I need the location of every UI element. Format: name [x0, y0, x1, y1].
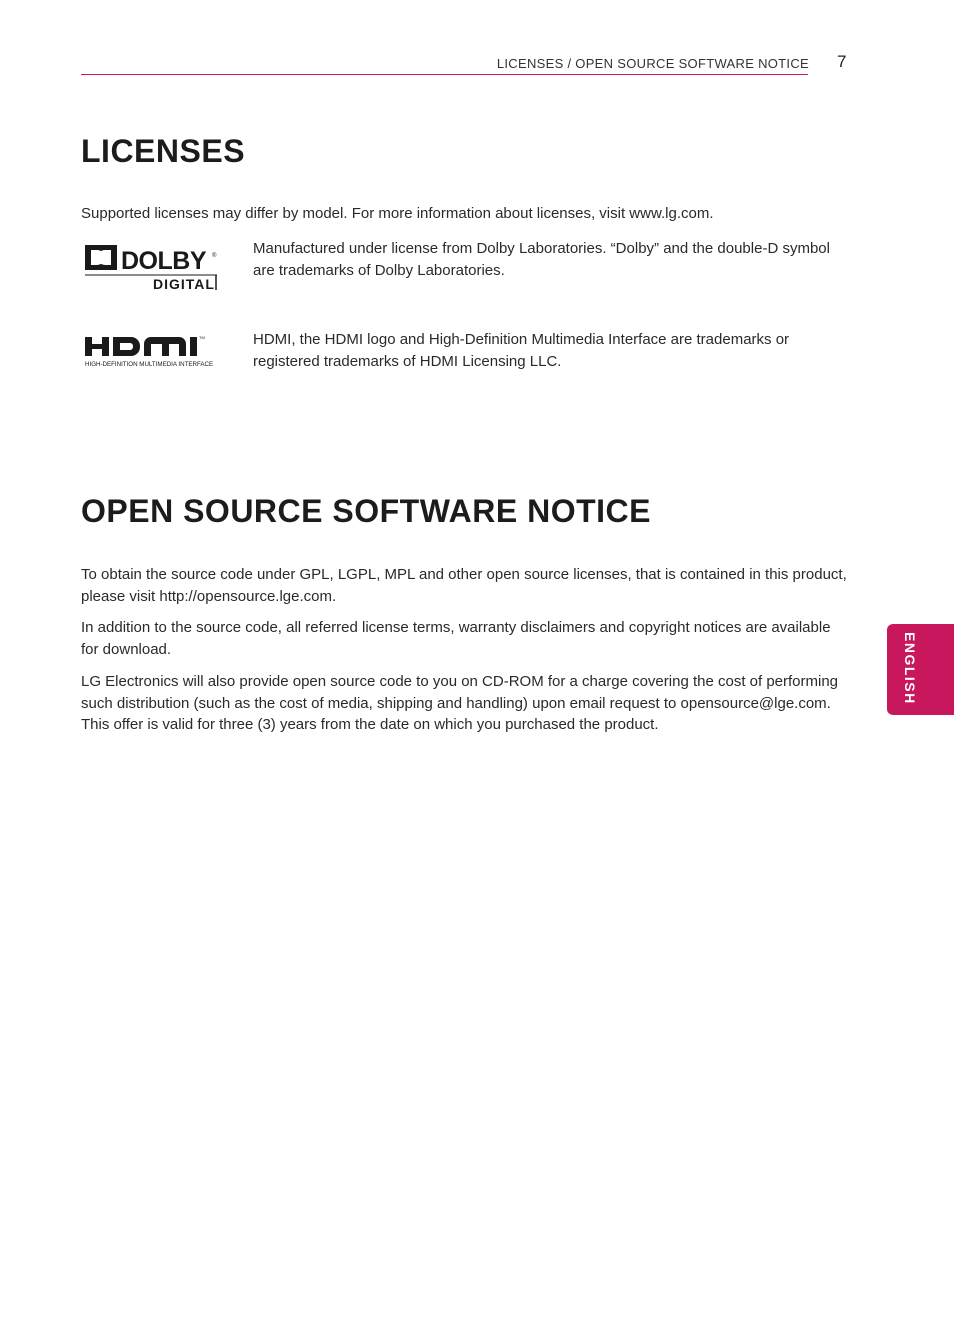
- licenses-intro: Supported licenses may differ by model. For more information about licenses, visit www.lg.com.: [81, 205, 714, 222]
- page-number: 7: [837, 52, 847, 71]
- language-tab: [887, 624, 954, 715]
- double-d-icon: [85, 245, 117, 270]
- hdmi-license-text: HDMI, the HDMI logo and High-Definition Multimedia Interface are trademarks or registered trademarks of HDMI Licensing LLC.: [253, 331, 790, 370]
- licenses-title: LICENSES: [81, 133, 246, 169]
- header-divider: [81, 74, 808, 75]
- hdmi-logo: [83, 333, 223, 376]
- language-tab-label: ENGLISH: [902, 632, 918, 705]
- open-source-title: OPEN SOURCE SOFTWARE NOTICE: [81, 493, 651, 529]
- open-source-paragraph: LG Electronics will also provide open source code to you on CD-ROM for a charge covering the cost of performing such distribution (such as the cost of media, shipping and handling) upon email request to opensource@lge.com. This offer is valid for three (3) years from the date on which you purchased the product.: [81, 673, 839, 733]
- dolby-logo-subtext: DIGITAL: [153, 276, 215, 292]
- hdmi-logo-subtext: HIGH-DEFINITION MULTIMEDIA INTERFACE: [85, 361, 214, 368]
- dolby-license-text: Manufactured under license from Dolby Laboratories. “Dolby” and the double-D symbol are trademarks of Dolby Laboratories.: [253, 240, 830, 279]
- running-header: LICENSES / OPEN SOURCE SOFTWARE NOTICE: [496, 56, 809, 71]
- open-source-paragraph: To obtain the source code under GPL, LGPL, MPL and other open source licenses, that is contained in this product, please visit http://opensource.lge.com.: [81, 566, 847, 605]
- open-source-paragraph: In addition to the source code, all referred license terms, warranty disclaimers and copyright notices are available for download.: [81, 619, 831, 658]
- svg-text:TM: TM: [199, 335, 205, 340]
- hdmi-logo-wordmark: [85, 337, 197, 356]
- dolby-logo-wordmark: DOLBY: [121, 247, 206, 275]
- svg-text:®: ®: [212, 253, 217, 259]
- dolby-digital-logo: [83, 243, 223, 298]
